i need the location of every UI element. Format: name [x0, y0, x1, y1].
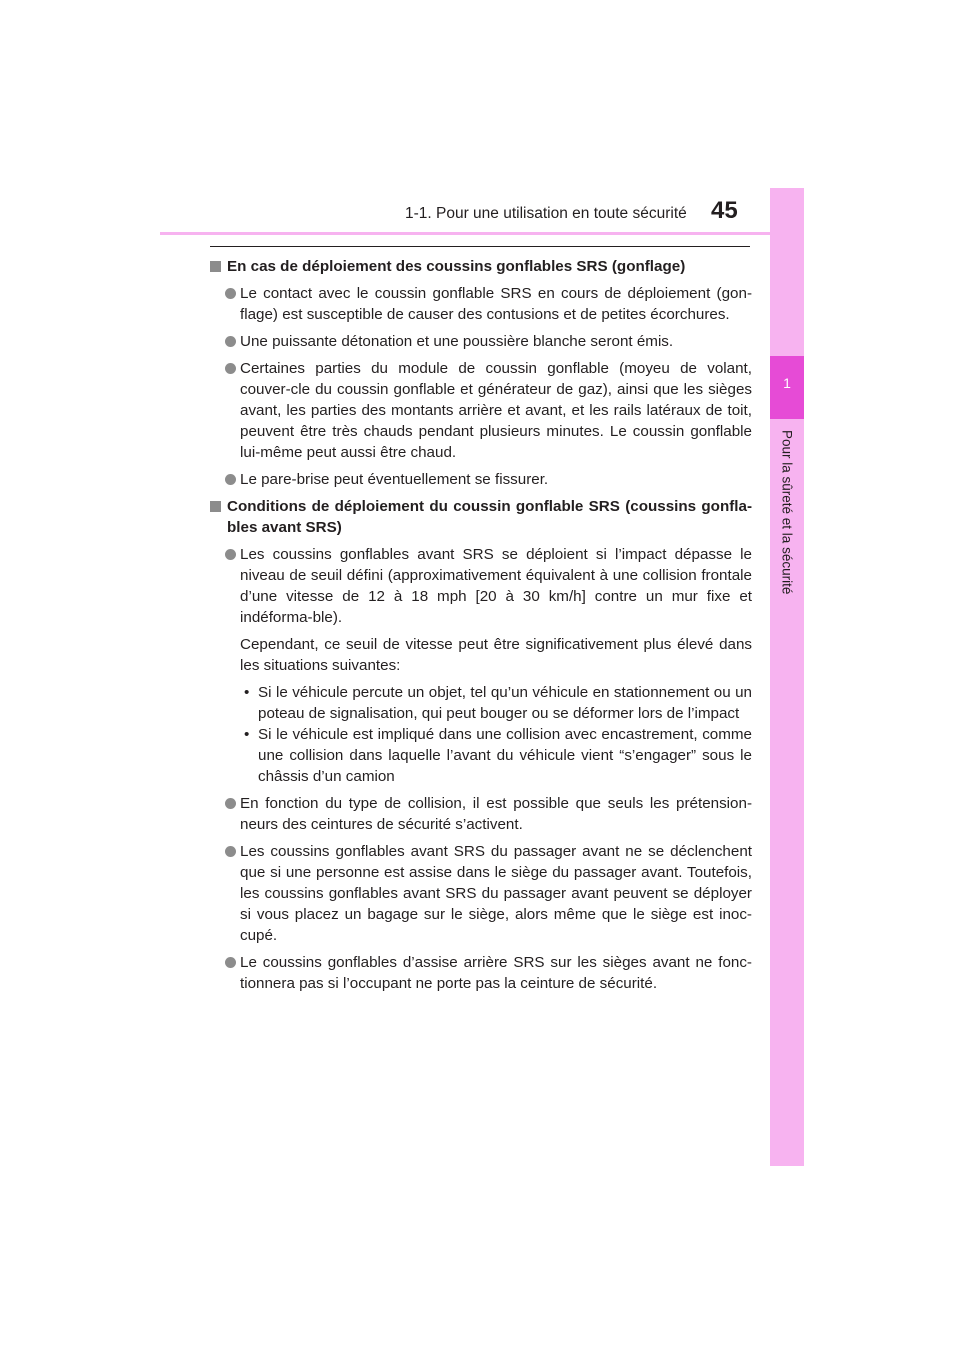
- section-heading: [210, 256, 752, 277]
- list-item-text: Une puissante détonation et une poussière blanche seront émis.: [240, 333, 674, 350]
- sub-list-item: [244, 682, 752, 724]
- side-tab-label: Pour la sûreté et la sécurité: [779, 430, 795, 595]
- list-item-text: Les coussins gonflables avant SRS se déploient si l’impact dépasse le niveau de seuil défini (approximativement équivalent à une collision frontale d’une vitesse de 12 à 18 mph [20 à 30 km/h] contre un mur fixe et indéforma-ble).: [240, 546, 752, 626]
- circle-bullet-icon: [225, 798, 236, 809]
- sub-bullet-marker: •: [244, 726, 250, 743]
- list-item: [225, 469, 752, 490]
- sub-list-item-text: Si le véhicule est impliqué dans une collision avec encastrement, comme une collision dans laquelle l’avant du véhicule vient “s’engager” sous le châssis d’un camion: [258, 726, 752, 785]
- square-bullet-icon: [210, 501, 221, 512]
- list-item: [225, 841, 752, 946]
- list-item: [225, 793, 752, 835]
- list-item-text: Le coussins gonflables d’assise arrière SRS sur les sièges avant ne fonc-tionnera pas si l’occupant ne porte pas la ceinture de sécurité.: [240, 954, 752, 992]
- section-rule: [210, 246, 750, 247]
- circle-bullet-icon: [225, 474, 236, 485]
- circle-bullet-icon: [225, 363, 236, 374]
- circle-bullet-icon: [225, 549, 236, 560]
- circle-bullet-icon: [225, 846, 236, 857]
- list-item-text: Les coussins gonflables avant SRS du passager avant ne se déclenchent que si une personne est assise dans le siège du passager avant. Toutefois, les coussins gonflables avant SRS du passager avant peuvent se déployer si vous placez un bagage sur le siège, alors même que le siège est inoc-cupé.: [240, 843, 752, 944]
- section-heading-text: En cas de déploiement des coussins gonflables SRS (gonflage): [227, 258, 686, 275]
- side-tab: [770, 188, 804, 1166]
- page-content: [210, 256, 752, 1000]
- circle-bullet-icon: [225, 336, 236, 347]
- circle-bullet-icon: [225, 288, 236, 299]
- circle-bullet-icon: [225, 957, 236, 968]
- list-item-text: En fonction du type de collision, il est possible que seuls les prétension-neurs des ceintures de sécurité s’activent.: [240, 795, 752, 833]
- section-heading: [210, 496, 752, 538]
- chapter-number: 1: [783, 375, 791, 391]
- square-bullet-icon: [210, 261, 221, 272]
- list-item: [225, 331, 752, 352]
- list-item-text: Certaines parties du module de coussin gonflable (moyeu de volant, couver-cle du coussin gonflable et générateur de gaz), ainsi que les sièges avant, les parties des montants arrière et avant, et les rails latéraux de toit, peuvent être très chauds pendant plusieurs minutes. Le coussin gonflable lui-même peut aussi être chaud.: [240, 360, 752, 461]
- list-item: [225, 358, 752, 463]
- paragraph: Cependant, ce seuil de vitesse peut être significativement plus élevé dans les situations suivantes:: [240, 636, 752, 674]
- list-item: [225, 544, 752, 628]
- header-title: 1-1. Pour une utilisation en toute sécurité: [405, 205, 687, 222]
- list-item-text: Le pare-brise peut éventuellement se fissurer.: [240, 471, 549, 488]
- list-item-text: Le contact avec le coussin gonflable SRS en cours de déploiement (gon-flage) est susceptible de causer des contusions et de petites écorchures.: [240, 285, 752, 323]
- list-item: [225, 952, 752, 994]
- page-number: 45: [711, 197, 738, 224]
- header-rule: [160, 232, 804, 235]
- list-item: [225, 283, 752, 325]
- sub-list-item: [244, 724, 752, 787]
- sub-list-item-text: Si le véhicule percute un objet, tel qu’un véhicule en stationnement ou un poteau de signalisation, qui peut bouger ou se déformer lors de l’impact: [258, 684, 752, 722]
- sub-bullet-marker: •: [244, 684, 250, 701]
- section-heading-text: Conditions de déploiement du coussin gonflable SRS (coussins gonfla-bles avant SRS): [227, 498, 752, 536]
